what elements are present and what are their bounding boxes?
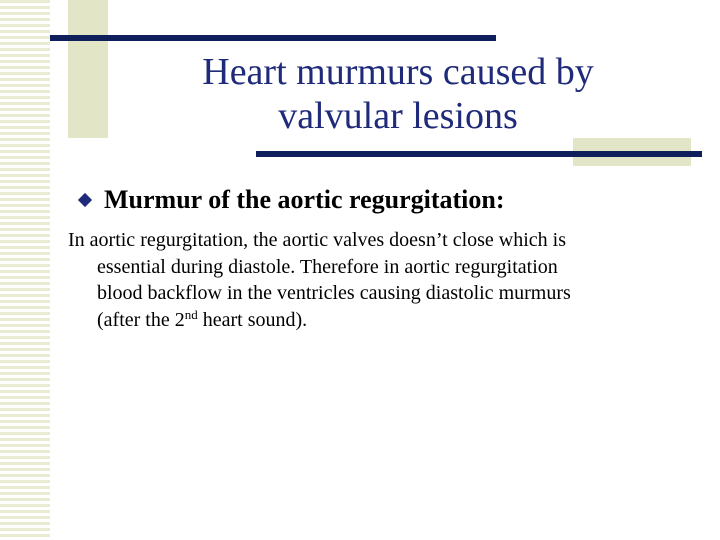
title-rule-top: [50, 35, 496, 41]
body-line-1: In aortic regurgitation, the aortic valves doesn’t close which is: [68, 229, 567, 251]
body-line-3: blood backflow in the ventricles causing diastolic murmurs: [97, 282, 571, 304]
diamond-bullet-icon: [78, 193, 92, 207]
striped-margin: [0, 0, 50, 540]
body-line-4: [68, 307, 688, 334]
body-line-2: essential during diastole. Therefore in aortic regurgitation: [97, 255, 558, 278]
body-line-4-start: (after the 2: [97, 308, 185, 331]
title-line-2: valvular lesions: [278, 95, 518, 137]
bullet-item: [76, 183, 505, 217]
body-paragraph: [68, 227, 688, 333]
body-line-4-end: heart sound).: [197, 308, 308, 331]
slide-title: [110, 50, 686, 138]
title-line-1: Heart murmurs caused by: [202, 51, 594, 93]
accent-block-top: [68, 0, 108, 138]
bullet-text: Murmur of the aortic regurgitation:: [104, 185, 505, 214]
title-rule-bottom: [256, 151, 702, 157]
ordinal-superscript: nd: [184, 306, 198, 322]
